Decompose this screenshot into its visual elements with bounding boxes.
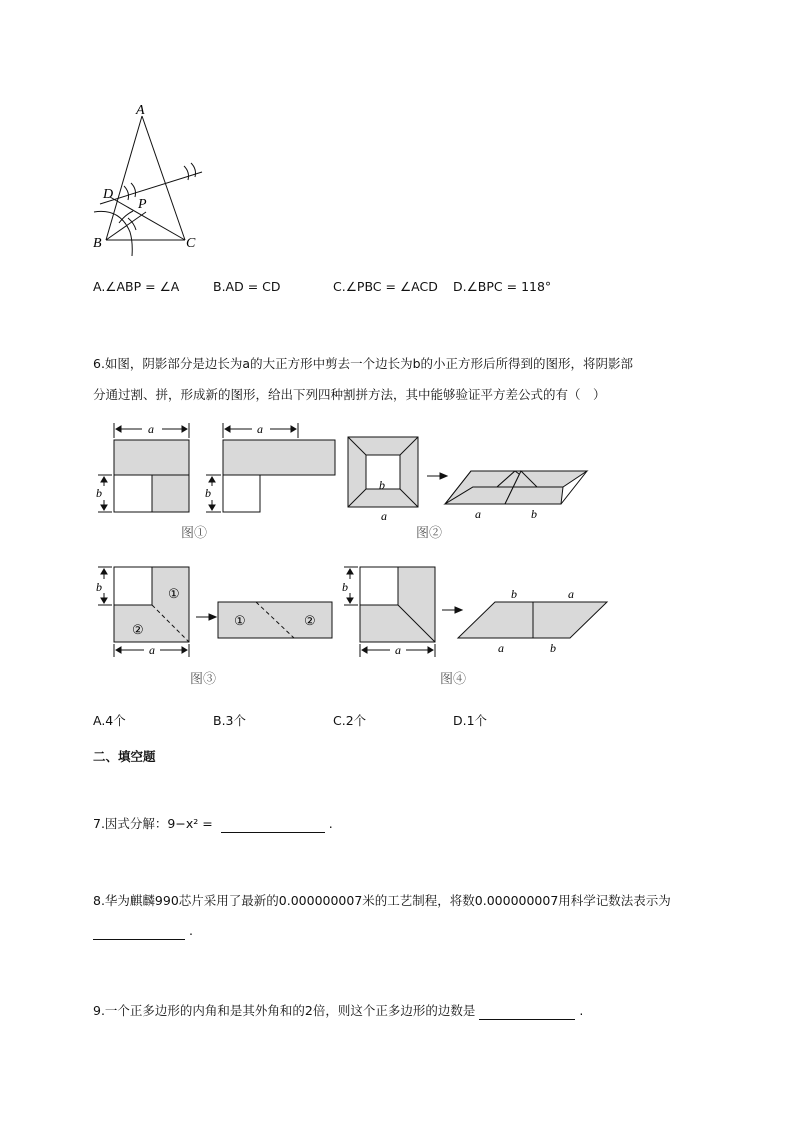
fig3-label-two: ② [132, 622, 144, 637]
q8-end: . [188, 923, 193, 938]
fig2-label-a2: a [475, 507, 481, 521]
fig4-bottom-a: a [498, 641, 504, 655]
fig2-label-b: b [379, 478, 385, 492]
fig3-rect-two: ② [304, 613, 316, 628]
triangle-figure [88, 100, 218, 260]
q7-answer-blank[interactable] [221, 818, 325, 833]
q5-option-c: C.∠PBC = ∠ACD [333, 279, 438, 294]
label-c: C [186, 236, 196, 251]
figure-2 [345, 434, 595, 524]
label-b: B [93, 236, 102, 251]
fig2-label-b2: b [531, 507, 537, 521]
figure-1 [92, 418, 342, 518]
fig3-label-b: b [96, 580, 102, 594]
fig1-label-b-left: b [96, 486, 102, 500]
fig1-label-a-right: a [257, 422, 263, 436]
q8-question-line1: 8.华为麒麟990芯片采用了最新的0.000000007米的工艺制程，将数0.000000007用科学记数法表示为 [93, 893, 671, 908]
q8-answer-blank[interactable] [93, 925, 185, 940]
figure-3 [92, 562, 342, 662]
fig3-rect-one: ① [234, 613, 246, 628]
label-a: A [136, 103, 145, 118]
fig4-top-b: b [511, 587, 517, 601]
caption-fig3: 图③ [190, 671, 217, 686]
q9-text: 9.一个正多边形的内角和是其外角和的2倍，则这个正多边形的边数是 [93, 1003, 476, 1018]
q6-option-d: D.1个 [453, 713, 488, 728]
q6-option-a: A.4个 [93, 713, 126, 728]
fig3-label-one: ① [168, 586, 180, 601]
fig4-label-a: a [395, 643, 401, 657]
fig4-top-a: a [568, 587, 574, 601]
q9-question [93, 1002, 583, 1020]
q8-question-line2 [93, 922, 193, 940]
fig4-bottom-b: b [550, 641, 556, 655]
q9-answer-blank[interactable] [479, 1005, 575, 1020]
label-d: D [103, 187, 114, 202]
q6-question-line1: 6.如图，阴影部分是边长为a的大正方形中剪去一个边长为b的小正方形后所得到的图形，将阴影部 [93, 356, 634, 371]
fig4-label-b: b [342, 580, 348, 594]
q6-option-b: B.3个 [213, 713, 247, 728]
q7-question [93, 815, 333, 833]
q6-question-line2: 分通过割、拼，形成新的图形，给出下列四种割拼方法，其中能够验证平方差公式的有（ ） [93, 387, 606, 402]
fig2-label-a: a [381, 509, 387, 523]
caption-fig2: 图② [416, 525, 443, 540]
q6-option-c: C.2个 [333, 713, 367, 728]
fig1-label-a-left: a [148, 422, 154, 436]
q7-text: 7.因式分解：9−x² = [93, 816, 213, 831]
q5-option-a: A.∠ABP = ∠A [93, 279, 180, 294]
q9-end: . [579, 1003, 584, 1018]
fig1-label-b-right: b [205, 486, 211, 500]
q5-option-b: B.AD = CD [213, 279, 281, 294]
caption-fig4: 图④ [440, 671, 467, 686]
section-title: 二、填空题 [93, 749, 156, 764]
fig3-label-a: a [149, 643, 155, 657]
q5-option-d: D.∠BPC = 118° [453, 279, 552, 294]
caption-fig1: 图① [181, 525, 208, 540]
label-p: P [138, 197, 147, 212]
q7-end: . [328, 816, 333, 831]
figure-4 [340, 562, 610, 662]
